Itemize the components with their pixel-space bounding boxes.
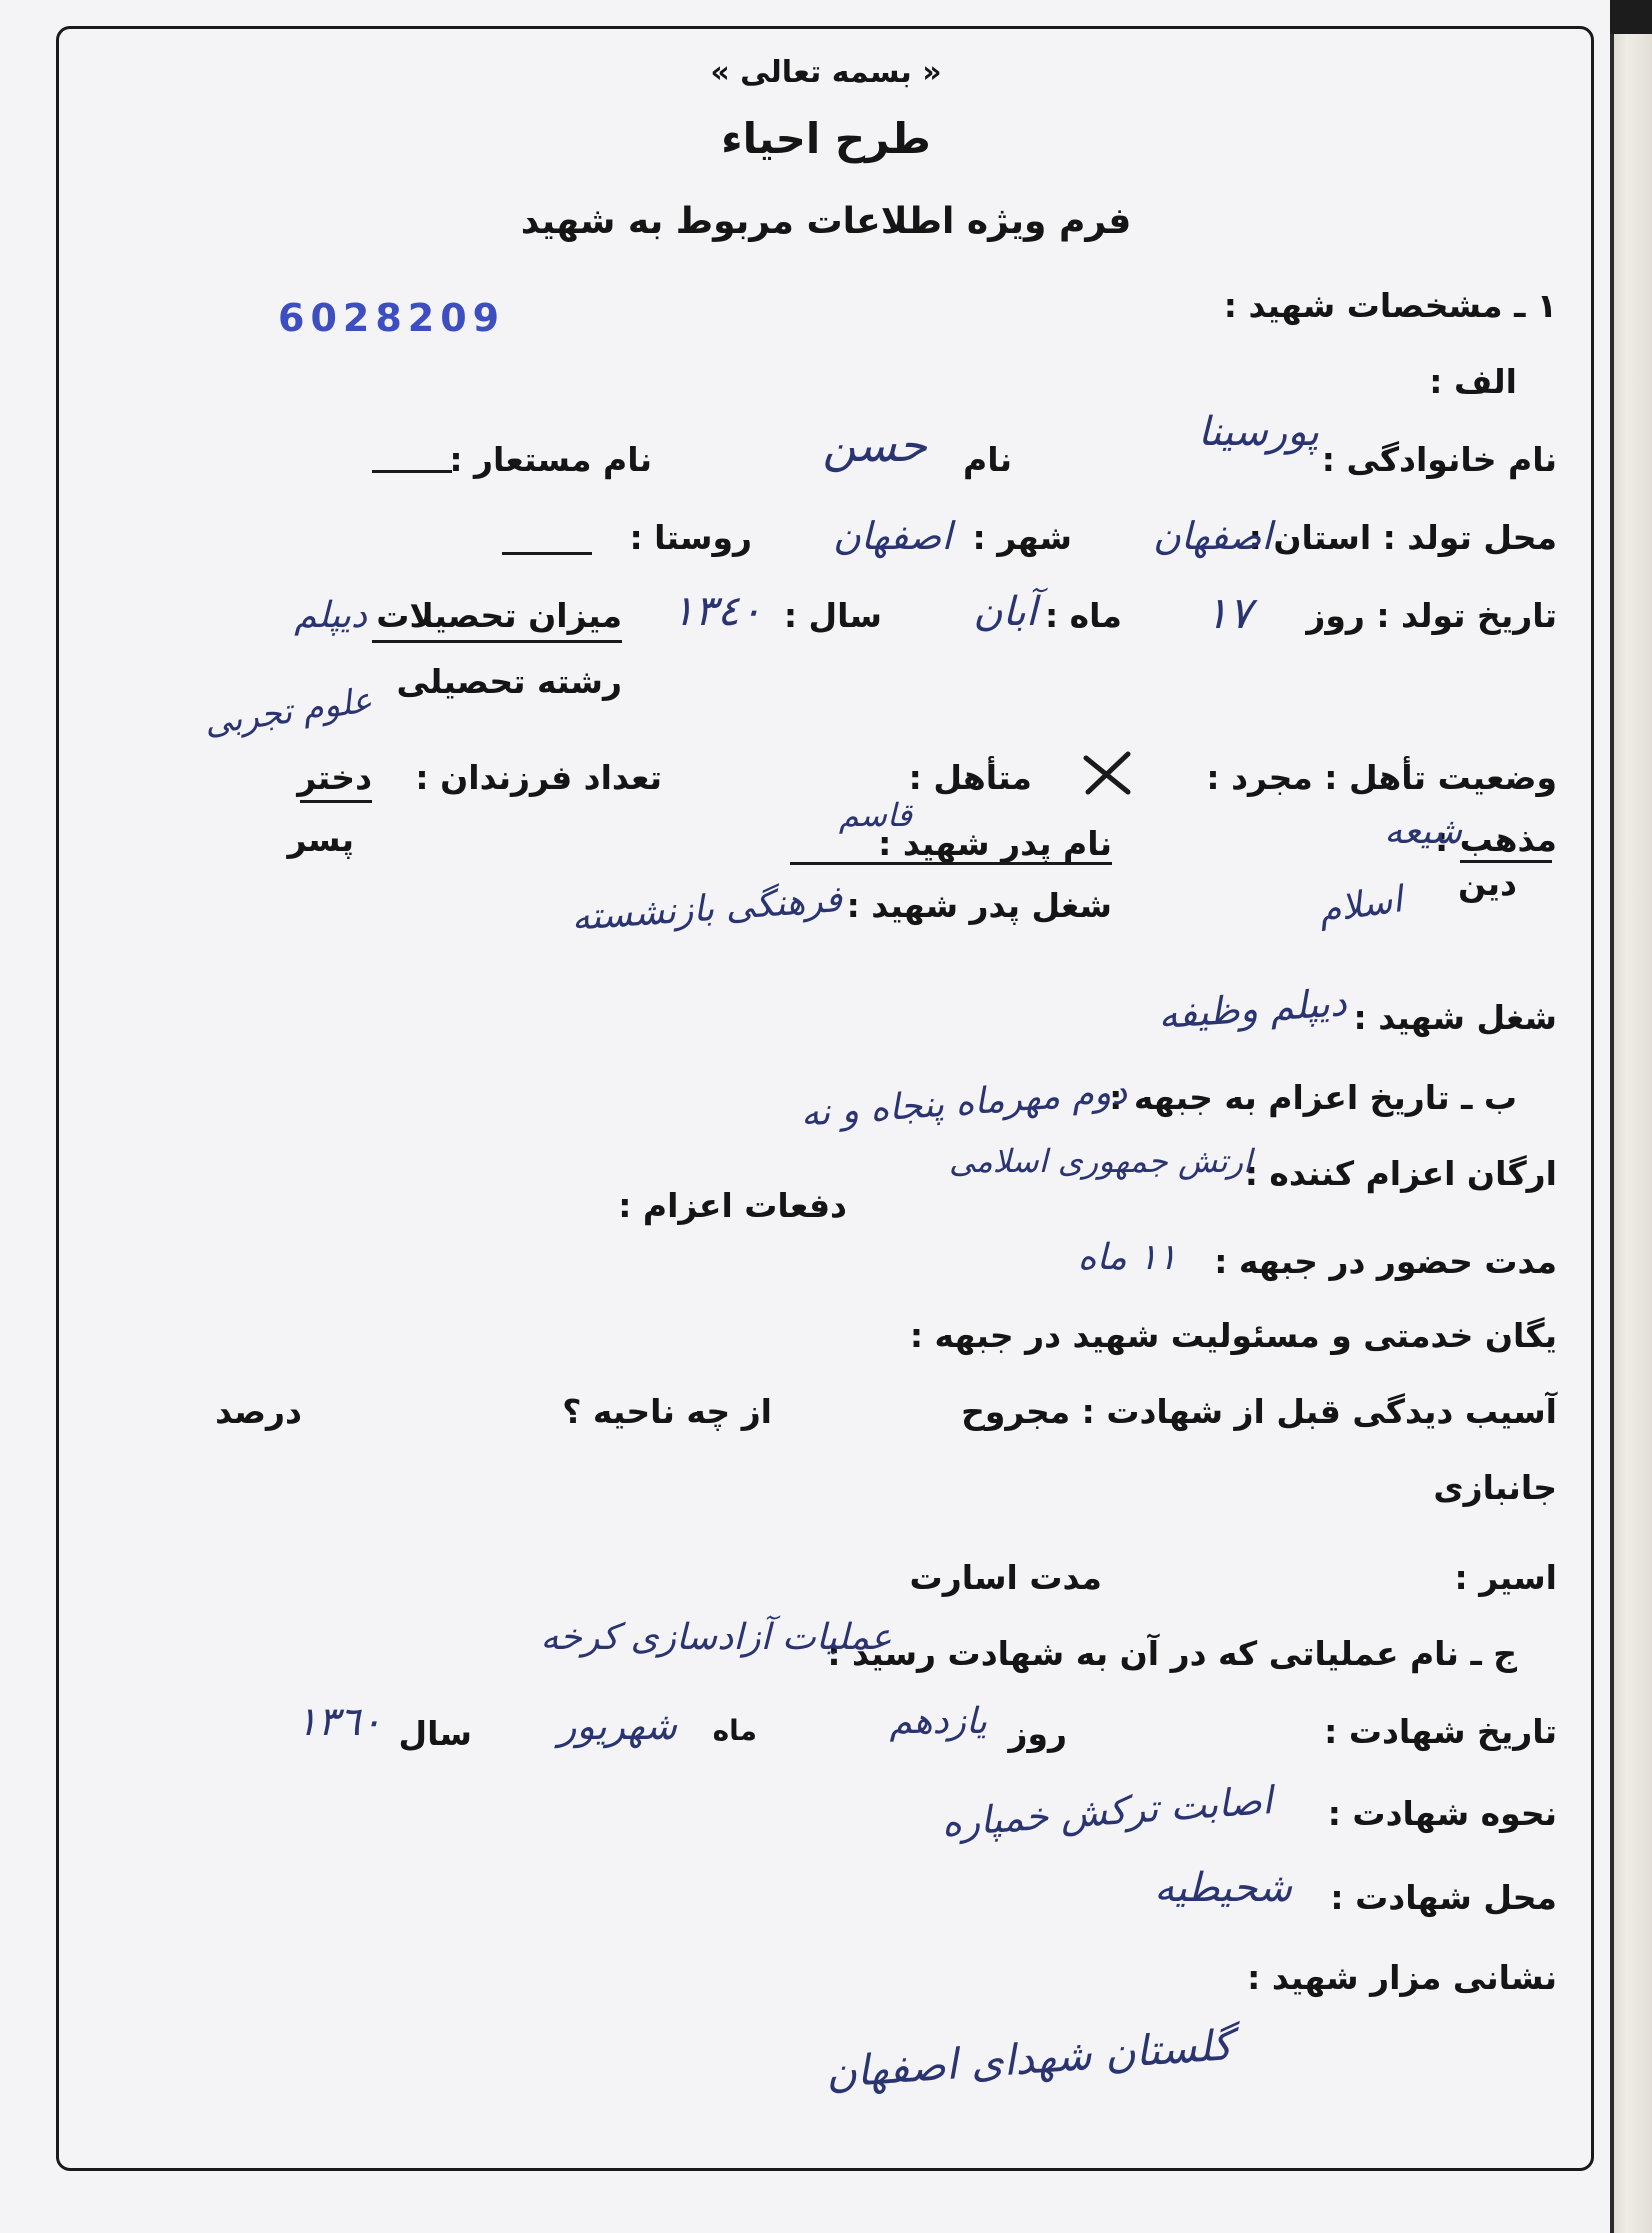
birth-year-value: ١٣٤٠: [671, 586, 762, 635]
martyrdom-month-label: ماه: [712, 1714, 757, 1747]
birthplace-label: محل تولد : استان :: [1248, 518, 1557, 557]
operation-value: عملیات آزادسازی کرخه: [540, 1617, 892, 1658]
duration-label: مدت حضور در جبهه :: [1214, 1242, 1557, 1281]
section-1-heading: ١ ـ مشخصات شهید :: [1223, 286, 1557, 325]
education-underline: [372, 640, 622, 643]
family-name-value: پورسینا: [1198, 409, 1319, 455]
stamp-number: 6028209: [278, 296, 506, 340]
scan-corner: [1610, 0, 1652, 34]
city-label: شهر :: [972, 518, 1072, 557]
scan-edge-strip: [1610, 0, 1652, 2233]
education-label: میزان تحصیلات: [376, 596, 622, 635]
injury-label: آسیب دیدگی قبل از شهادت : مجروح: [961, 1392, 1557, 1431]
education-value: دیپلم: [294, 595, 367, 636]
captivity-duration-label: مدت اسارت: [909, 1558, 1102, 1597]
married-label: متأهل :: [908, 758, 1032, 797]
religion-value: اسلام: [1315, 879, 1405, 932]
province-value: اصفهان: [1152, 514, 1272, 558]
father-job-value: فرهنگی بازنشسته: [570, 879, 844, 939]
father-name-value: قاسم: [838, 796, 912, 834]
sect-label: مذهب :: [1435, 820, 1557, 859]
children-label: تعداد فرزندان :: [415, 758, 662, 797]
sect-value: شیعه: [1384, 811, 1462, 852]
son-label: پسر: [287, 820, 354, 859]
grave-value: گلستان شهدای اصفهان: [824, 2020, 1234, 2098]
martyrdom-day-label: روز: [1008, 1714, 1067, 1753]
alias-dash: [372, 470, 452, 473]
birthdate-label: تاریخ تولد : روز: [1306, 596, 1557, 635]
dispatcher-label: ارگان اعزام کننده :: [1244, 1154, 1557, 1193]
manner-value: اصابت ترکش خمپاره: [939, 1778, 1274, 1846]
first-name-value: حسن: [822, 418, 927, 472]
father-name-underline: [790, 862, 1112, 865]
field-label: رشته تحصیلی: [396, 662, 622, 701]
injury-area-label: از چه ناحیه ؟: [562, 1392, 772, 1431]
alias-label: نام مستعار :: [449, 440, 652, 479]
birth-month-value: آبان: [973, 589, 1037, 635]
birth-year-label: سال :: [783, 596, 882, 635]
martyrdom-year-value: ١٣٦٠: [296, 1699, 382, 1745]
martyrdom-day-value: یازدهم: [889, 1701, 987, 1742]
place-value: شحیطیه: [1154, 1865, 1292, 1911]
father-job-label: شغل پدر شهید :: [846, 886, 1112, 925]
dispatch-date-label: ب ـ تاریخ اعزام به جبهه :: [1109, 1078, 1517, 1117]
sect-underline: [1460, 860, 1552, 863]
father-name-label: نام پدر شهید :: [878, 824, 1112, 863]
village-dash: [502, 552, 592, 555]
birth-month-label: ماه :: [1045, 596, 1122, 635]
operation-label: ج ـ نام عملیاتی که در آن به شهادت رسید :: [827, 1634, 1517, 1673]
martyrdom-month-value: شهریور: [558, 1704, 677, 1748]
manner-label: نحوه شهادت :: [1327, 1794, 1557, 1833]
village-label: روستا :: [629, 518, 752, 557]
percent-label: درصد: [215, 1392, 302, 1431]
duration-value: ١١ ماه: [1077, 1237, 1177, 1278]
captive-label: اسیر :: [1454, 1558, 1557, 1597]
field-value: علوم تجربی: [201, 680, 375, 744]
scan-edge-line: [1610, 0, 1614, 2233]
daughter-underline: [300, 800, 372, 803]
martyrdom-year-label: سال: [398, 1714, 472, 1753]
marital-label: وضعیت تأهل : مجرد :: [1206, 758, 1557, 797]
religion-label: دین: [1457, 864, 1517, 903]
place-label: محل شهادت :: [1330, 1878, 1557, 1917]
daughter-label: دختر: [297, 758, 372, 797]
dispatch-date-value: دوم مهرماه پنجاه و نه: [799, 1071, 1129, 1135]
martyrdom-date-label: تاریخ شهادت :: [1324, 1712, 1557, 1751]
dispatch-count-label: دفعات اعزام :: [618, 1186, 847, 1225]
dispatcher-value: ارتش جمهوری اسلامی: [948, 1142, 1252, 1180]
birth-day-value: ١٧: [1204, 588, 1252, 639]
sub-a-label: الف :: [1429, 362, 1517, 401]
grave-label: نشانی مزار شهید :: [1247, 1958, 1557, 1997]
city-value: اصفهان: [832, 514, 952, 558]
family-name-label: نام خانوادگی :: [1321, 440, 1557, 479]
form-title: طرح احیاء: [721, 114, 931, 163]
single-check-x-mark: [1080, 748, 1136, 798]
unit-label: یگان خدمتی و مسئولیت شهید در جبهه :: [909, 1316, 1557, 1355]
first-name-label: نام: [963, 440, 1012, 479]
form-subtitle: فرم ویژه اطلاعات مربوط به شهید: [520, 201, 1132, 242]
bismillah: « بسمه تعالی »: [710, 55, 942, 90]
job-label: شغل شهید :: [1353, 998, 1557, 1037]
job-value: دیپلم وظیفه: [1157, 980, 1349, 1038]
veteran-label: جانبازی: [1433, 1468, 1557, 1507]
